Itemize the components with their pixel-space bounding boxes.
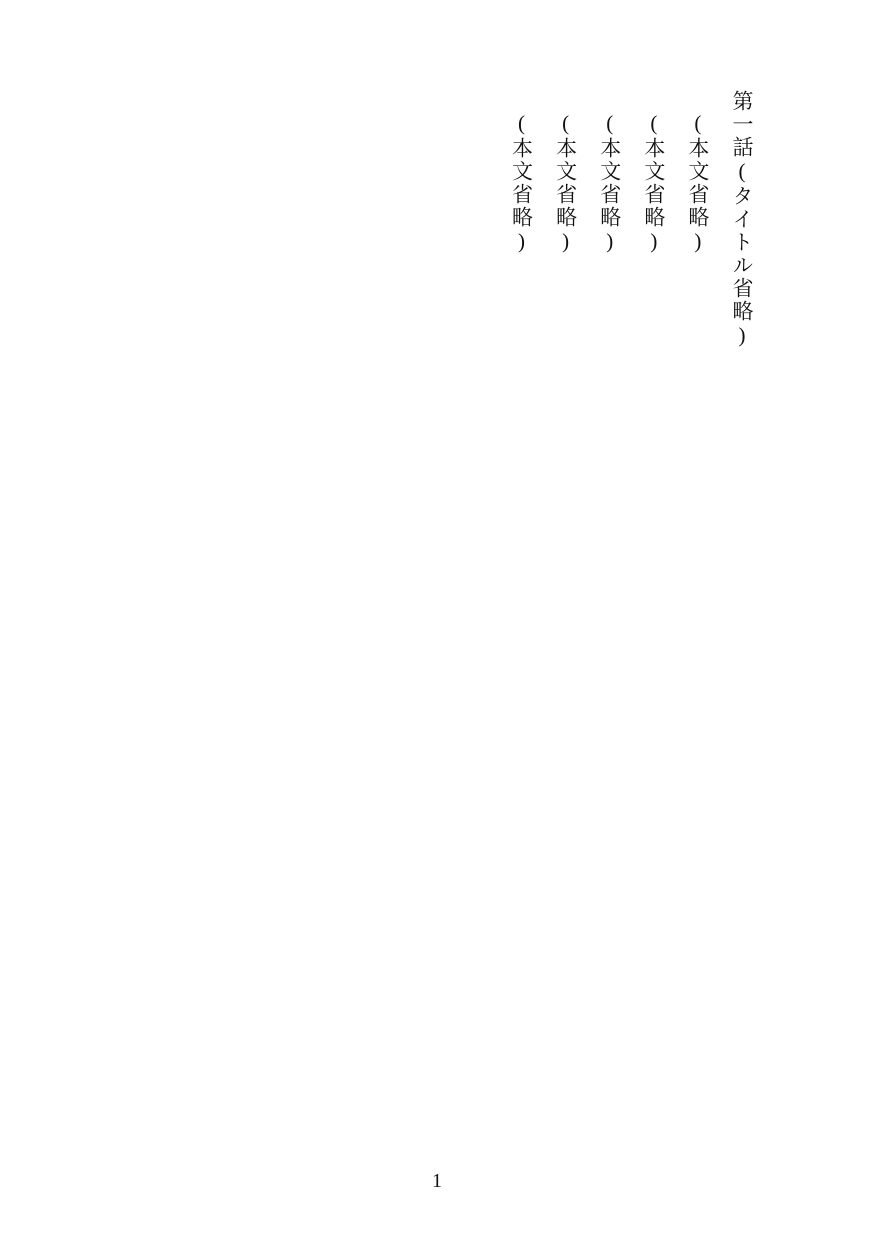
- body-paragraph: (本文省略): [641, 111, 666, 255]
- chapter-heading: 第一話(タイトル省略): [730, 90, 754, 349]
- body-paragraph: (本文省略): [553, 111, 578, 255]
- page-number: 1: [432, 1170, 442, 1192]
- vertical-text-page: [110, 90, 764, 1121]
- body-paragraph: (本文省略): [685, 111, 710, 255]
- body-paragraph: (本文省略): [597, 111, 622, 255]
- body-paragraph: (本文省略): [509, 111, 534, 255]
